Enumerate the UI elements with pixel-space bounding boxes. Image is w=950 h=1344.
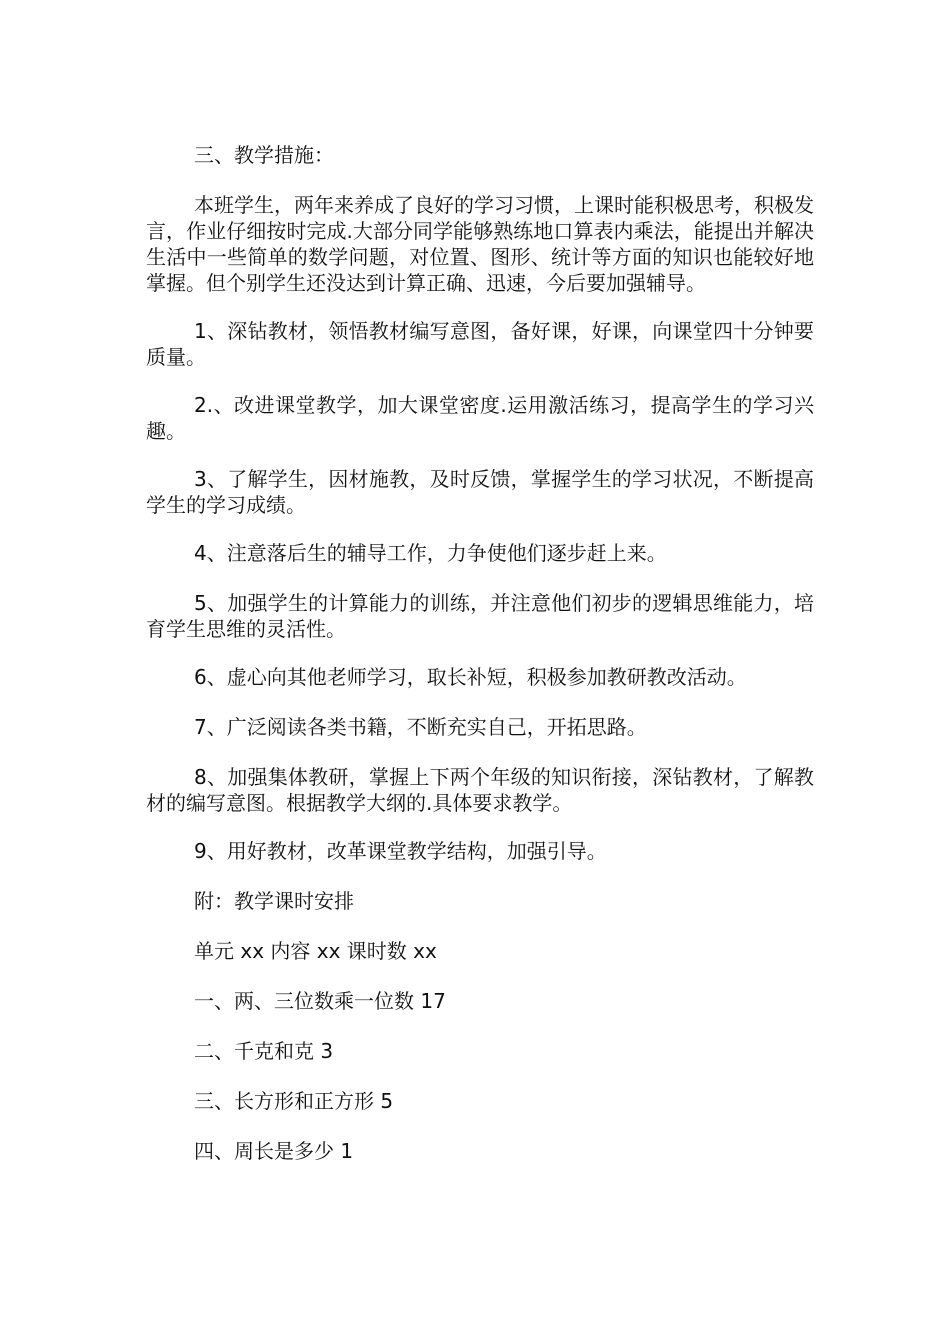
measure-item-8: 8、加强集体教研，掌握上下两个年级的知识衔接，深钻教材，了解教材的编写意图。根据教学大纲的.具体要求教学。 [146,765,814,815]
schedule-row-3: 三、长方形和正方形 5 [194,1089,394,1113]
measure-item-5: 5、加强学生的计算能力的训练，并注意他们初步的逻辑思维能力，培育学生思维的灵活性。 [146,591,814,641]
appendix-title: 附：教学课时安排 [194,889,354,913]
measure-item-9: 9、用好教材，改革课堂教学结构，加强引导。 [194,839,607,863]
section-heading: 三、教学措施： [194,143,334,167]
measure-item-6: 6、虚心向其他老师学习，取长补短，积极参加教研教改活动。 [194,665,747,689]
measure-item-2: 2.、改进课堂教学，加大课堂密度.运用激活练习，提高学生的学习兴趣。 [146,393,814,443]
schedule-header: 单元 xx 内容 xx 课时数 xx [194,939,437,963]
measure-item-3: 3、了解学生，因材施教，及时反馈，掌握学生的学习状况，不断提高学生的学习成绩。 [146,467,814,517]
schedule-row-2: 二、千克和克 3 [194,1039,334,1063]
intro-paragraph: 本班学生，两年来养成了良好的学习习惯，上课时能积极思考，积极发言，作业仔细按时完成.大部分同学能够熟练地口算表内乘法，能提出并解决生活中一些简单的数学问题，对位置、图形、统计等方面的知识也能较好地掌握。但个别学生还没达到计算正确、迅速，今后要加强辅导。 [146,193,814,295]
document-body [146,142,814,1188]
measure-item-4: 4、注意落后生的辅导工作，力争使他们逐步赶上来。 [194,541,667,565]
schedule-row-1: 一、两、三位数乘一位数 17 [194,989,446,1013]
measure-item-7: 7、广泛阅读各类书籍，不断充实自己，开拓思路。 [194,715,647,739]
measure-item-1: 1、深钻教材，领悟教材编写意图，备好课，好课，向课堂四十分钟要质量。 [146,319,814,369]
schedule-row-4: 四、周长是多少 1 [194,1139,354,1163]
